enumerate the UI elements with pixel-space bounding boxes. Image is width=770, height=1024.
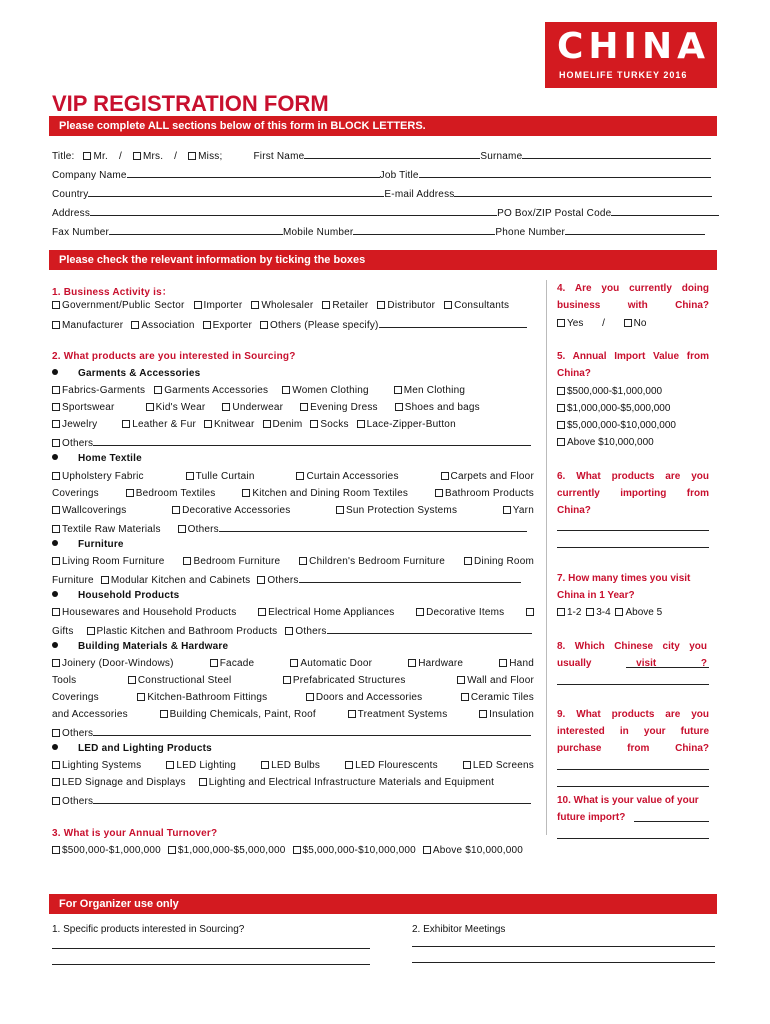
checkbox[interactable]: [52, 729, 60, 737]
checkbox[interactable]: [624, 319, 632, 327]
opt-sun-protection[interactable]: Sun Protection Systems: [336, 505, 457, 516]
building-row1: [52, 658, 534, 669]
opt-carpets[interactable]: Carpets and Floor: [441, 471, 534, 482]
checkbox[interactable]: [52, 321, 60, 329]
checkbox[interactable]: [154, 386, 162, 394]
opt-wallcoverings[interactable]: Wallcoverings: [52, 505, 126, 516]
furniture-heading: Furniture: [52, 539, 124, 550]
checkbox[interactable]: [172, 506, 180, 514]
q10-line[interactable]: [557, 829, 709, 839]
opt-denim[interactable]: Denim: [263, 419, 303, 430]
opt-leather[interactable]: Leather & Fur: [122, 419, 196, 430]
textile-row3: [52, 505, 534, 516]
opt-doors[interactable]: Doors and Accessories: [306, 692, 422, 703]
logo-text: CHINA: [557, 26, 710, 67]
mrs-option[interactable]: Mrs.: [133, 151, 163, 162]
opt-jewelry[interactable]: Jewelry: [52, 419, 97, 430]
logo-subtext: HOMELIFE TURKEY 2016: [559, 70, 688, 80]
textile-row4: [52, 522, 527, 535]
checkbox[interactable]: [416, 608, 424, 616]
q5-opt3[interactable]: $5,000,000-$10,000,000: [557, 420, 676, 431]
checkbox[interactable]: [306, 693, 314, 701]
checkbox[interactable]: [87, 627, 95, 635]
building-others: [52, 726, 531, 739]
garments-others-field[interactable]: [93, 436, 531, 446]
opt-led-bulbs[interactable]: LED Bulbs: [261, 760, 320, 771]
checkbox[interactable]: [52, 506, 60, 514]
q1-row1: [52, 300, 509, 311]
bullet-icon: [52, 642, 58, 648]
organizer-right-line-2[interactable]: [412, 962, 715, 963]
checkbox[interactable]: [293, 846, 301, 854]
checkbox[interactable]: [137, 693, 145, 701]
q7-options: [557, 607, 662, 618]
opt-men[interactable]: Men Clothing: [394, 385, 465, 396]
opt-kitchen-textiles[interactable]: Kitchen and Dining Room Textiles: [242, 488, 408, 499]
checkbox[interactable]: [52, 778, 60, 786]
lighting-heading: LED and Lighting Products: [52, 743, 212, 754]
logo: [545, 22, 717, 88]
opt-shoes[interactable]: Shoes and bags: [395, 402, 480, 413]
opt-insulation[interactable]: Insulation: [479, 709, 534, 720]
q4-label: 4. Are you currently doing business with China?: [557, 283, 709, 311]
opt-plastic-kitchen[interactable]: Plastic Kitchen and Bathroom Products: [87, 626, 278, 637]
q8-line[interactable]: [557, 675, 709, 685]
organizer-left-line-1[interactable]: [52, 948, 370, 949]
opt-building-others[interactable]: Others: [52, 728, 93, 739]
check-instruction-bar: Please check the relevant information by ticking the boxes: [49, 250, 717, 270]
textile-others-field[interactable]: [219, 522, 527, 532]
household-heading: Household Products: [52, 590, 179, 601]
lighting-others-field[interactable]: [93, 794, 531, 804]
opt-lace[interactable]: Lace-Zipper-Button: [357, 419, 456, 430]
mr-option[interactable]: Mr.: [83, 151, 108, 162]
opt-textile-others[interactable]: Others: [178, 524, 219, 535]
checkbox[interactable]: [461, 693, 469, 701]
checkbox[interactable]: [457, 676, 465, 684]
country-row: [52, 187, 712, 200]
checkbox[interactable]: [345, 761, 353, 769]
company-row: [52, 168, 711, 181]
checkbox[interactable]: [395, 403, 403, 411]
opt-consultants[interactable]: Consultants: [444, 300, 509, 311]
mr-checkbox[interactable]: [83, 152, 91, 160]
checkbox[interactable]: [52, 439, 60, 447]
opt-women[interactable]: Women Clothing: [282, 385, 369, 396]
checkbox[interactable]: [242, 489, 250, 497]
checkbox[interactable]: [204, 420, 212, 428]
q3-options: [52, 845, 523, 856]
checkbox[interactable]: [285, 627, 293, 635]
opt-electrical-appliances[interactable]: Electrical Home Appliances: [258, 607, 394, 618]
job-title-label: Job Title: [379, 170, 419, 181]
checkbox[interactable]: [435, 489, 443, 497]
opt-living-room[interactable]: Living Room Furniture: [52, 556, 165, 567]
checkbox[interactable]: [210, 659, 218, 667]
opt-treatment[interactable]: Treatment Systems: [348, 709, 448, 720]
checkbox[interactable]: [463, 761, 471, 769]
opt-visit-1[interactable]: 1-2: [557, 607, 581, 618]
phone-label: Phone Number: [495, 227, 566, 238]
opt-curtain-acc[interactable]: Curtain Accessories: [296, 471, 398, 482]
fax-label: Fax Number: [52, 227, 110, 238]
opt-furniture-others[interactable]: Others: [257, 575, 298, 586]
checkbox[interactable]: [283, 676, 291, 684]
q10-label: 10. What is your value of your future import?: [557, 795, 699, 823]
q5-label: 5. Annual Import Value from China?: [557, 351, 709, 379]
opt-upholstery[interactable]: Upholstery Fabric: [52, 471, 144, 482]
phone-row: [52, 225, 705, 238]
household-others-field[interactable]: [327, 624, 532, 634]
company-label: Company Name: [52, 170, 127, 181]
checkbox[interactable]: [160, 710, 168, 718]
title-label: Title:: [52, 151, 75, 162]
opt-sportswear[interactable]: Sportswear: [52, 402, 115, 413]
checkbox[interactable]: [128, 676, 136, 684]
building-row2: Tools Constructional Steel Prefabricated Structures Wall and Floor: [52, 675, 534, 686]
building-row3: Coverings Kitchen-Bathroom Fittings Doors and Accessories Ceramic Tiles: [52, 692, 534, 703]
opt-distributor[interactable]: Distributor: [377, 300, 435, 311]
miss-option[interactable]: Miss;: [188, 151, 222, 162]
checkbox[interactable]: [557, 387, 565, 395]
building-others-field[interactable]: [93, 726, 531, 736]
opt-bedroom-furniture[interactable]: Bedroom Furniture: [183, 556, 280, 567]
opt-kitchen-bath[interactable]: Kitchen-Bathroom Fittings: [137, 692, 267, 703]
opt-lighting-infra[interactable]: Lighting and Electrical Infrastructure Materials and Equipment: [199, 777, 494, 788]
opt-wall-floor[interactable]: Wall and Floor: [457, 675, 534, 686]
q5-opt1[interactable]: $500,000-$1,000,000: [557, 386, 662, 397]
garments-heading: Garments & Accessories: [52, 368, 200, 379]
job-title-field[interactable]: [419, 168, 711, 178]
checkbox[interactable]: [52, 557, 60, 565]
checkbox[interactable]: [52, 525, 60, 533]
checkbox[interactable]: [222, 403, 230, 411]
checkbox[interactable]: [178, 525, 186, 533]
page-title: VIP REGISTRATION FORM: [52, 91, 329, 116]
household-row2: Gifts Plastic Kitchen and Bathroom Products Others: [52, 624, 532, 637]
checkbox[interactable]: [101, 576, 109, 584]
opt-prefabricated[interactable]: Prefabricated Structures: [283, 675, 406, 686]
checkbox[interactable]: [557, 319, 565, 327]
column-divider: [546, 280, 547, 835]
opt-importer[interactable]: Importer: [194, 300, 243, 311]
textile-row1: [52, 471, 534, 482]
opt-textile-raw[interactable]: Textile Raw Materials: [52, 524, 161, 535]
opt-socks[interactable]: Socks: [310, 419, 348, 430]
mobile-label: Mobile Number: [283, 227, 354, 238]
opt-decorative-items[interactable]: Decorative Items: [416, 607, 504, 618]
bullet-icon: [52, 540, 58, 546]
checkbox[interactable]: [557, 608, 565, 616]
opt-decorative-acc[interactable]: Decorative Accessories: [172, 505, 290, 516]
checkbox[interactable]: [464, 557, 472, 565]
checkbox[interactable]: [441, 472, 449, 480]
opt-garments-acc[interactable]: Garments Accessories: [154, 385, 268, 396]
building-row4: and Accessories Building Chemicals, Paint, Roof Treatment Systems Insulation: [52, 709, 534, 720]
checkbox[interactable]: [52, 420, 60, 428]
first-name-label: First Name: [253, 151, 305, 162]
opt-visit-2[interactable]: 3-4: [586, 607, 610, 618]
checkbox[interactable]: [122, 420, 130, 428]
garments-row1: [52, 385, 465, 396]
country-field[interactable]: [88, 187, 384, 197]
opt-ceramic[interactable]: Ceramic Tiles: [461, 692, 534, 703]
opt-housewares[interactable]: Housewares and Household Products: [52, 607, 236, 618]
bullet-icon: [52, 744, 58, 750]
checkbox[interactable]: [52, 608, 60, 616]
checkbox[interactable]: [52, 659, 60, 667]
surname-field[interactable]: [522, 149, 711, 159]
opt-turnover-3[interactable]: $5,000,000-$10,000,000: [293, 845, 416, 856]
miss-checkbox[interactable]: [188, 152, 196, 160]
checkbox[interactable]: [131, 321, 139, 329]
opt-association[interactable]: Association: [131, 320, 194, 331]
address-row: [52, 206, 719, 219]
checkbox[interactable]: [282, 386, 290, 394]
organizer-bar: For Organizer use only: [49, 894, 717, 914]
opt-yarn[interactable]: Yarn: [503, 505, 534, 516]
checkbox[interactable]: [168, 846, 176, 854]
checkbox[interactable]: [394, 386, 402, 394]
checkbox[interactable]: [499, 659, 507, 667]
organizer-right-line-1[interactable]: [412, 946, 715, 947]
garments-row3: [52, 419, 456, 430]
checkbox[interactable]: [423, 846, 431, 854]
opt-led-screens[interactable]: LED Screens: [463, 760, 534, 771]
checkbox[interactable]: [557, 421, 565, 429]
building-heading: Building Materials & Hardware: [52, 641, 228, 652]
q6-label: 6. What products are you currently importing from China?: [557, 471, 709, 516]
opt-government[interactable]: Government/Public Sector: [52, 300, 185, 311]
mrs-checkbox[interactable]: [133, 152, 141, 160]
bullet-icon: [52, 454, 58, 460]
checkbox[interactable]: [310, 420, 318, 428]
checkbox[interactable]: [52, 761, 60, 769]
checkbox[interactable]: [300, 403, 308, 411]
opt-hardware[interactable]: Hardware: [408, 658, 463, 669]
q5-opt2[interactable]: $1,000,000-$5,000,000: [557, 403, 670, 414]
checkbox[interactable]: [336, 506, 344, 514]
checkbox[interactable]: [503, 506, 511, 514]
checkbox[interactable]: [479, 710, 487, 718]
organizer-left-line-2[interactable]: [52, 964, 370, 965]
lighting-row1: [52, 760, 534, 771]
opt-tulle[interactable]: Tulle Curtain: [186, 471, 255, 482]
organizer-right-label: 2. Exhibitor Meetings: [412, 924, 506, 935]
opt-knitwear[interactable]: Knitwear: [204, 419, 255, 430]
opt-garments-others[interactable]: Others: [52, 438, 93, 449]
q10-inline-line[interactable]: [634, 812, 709, 822]
opt-exporter[interactable]: Exporter: [203, 320, 252, 331]
checkbox[interactable]: [296, 472, 304, 480]
q3-label: 3. What is your Annual Turnover?: [52, 828, 218, 839]
q1-row2: [52, 318, 527, 331]
opt-joinery[interactable]: Joinery (Door-Windows): [52, 658, 174, 669]
lighting-row2: [52, 777, 494, 788]
phone-field[interactable]: [565, 225, 705, 235]
checkbox[interactable]: [260, 321, 268, 329]
checkbox[interactable]: [258, 608, 266, 616]
q9-label: 9. What products are you interested in your future purchase from China?: [557, 709, 709, 754]
opt-hand-tools[interactable]: Hand: [499, 658, 534, 669]
checkbox[interactable]: [557, 438, 565, 446]
opt-children-bedroom[interactable]: Children's Bedroom Furniture: [299, 556, 445, 567]
checkbox[interactable]: [444, 301, 452, 309]
opt-automatic-door[interactable]: Automatic Door: [290, 658, 372, 669]
checkbox[interactable]: [199, 778, 207, 786]
checkbox[interactable]: [126, 489, 134, 497]
opt-wholesaler[interactable]: Wholesaler: [251, 300, 313, 311]
opt-steel[interactable]: Constructional Steel: [128, 675, 232, 686]
checkbox[interactable]: [186, 472, 194, 480]
opt-led-lighting[interactable]: LED Lighting: [166, 760, 236, 771]
checkbox[interactable]: [52, 846, 60, 854]
opt-no[interactable]: No: [624, 318, 647, 329]
q5-opt4[interactable]: Above $10,000,000: [557, 437, 654, 448]
first-name-field[interactable]: [304, 149, 480, 159]
checkbox[interactable]: [261, 761, 269, 769]
checkbox[interactable]: [348, 710, 356, 718]
checkbox[interactable]: [52, 301, 60, 309]
opt-lighting-systems[interactable]: Lighting Systems: [52, 760, 141, 771]
household-row1: [52, 607, 534, 618]
checkbox[interactable]: [52, 386, 60, 394]
checkbox[interactable]: [526, 608, 534, 616]
opt-household-others[interactable]: Others: [285, 626, 326, 637]
opt-turnover-2[interactable]: $1,000,000-$5,000,000: [168, 845, 286, 856]
opt-evening[interactable]: Evening Dress: [300, 402, 378, 413]
q8-inline-line[interactable]: [626, 658, 709, 668]
country-label: Country: [52, 189, 89, 200]
instruction-bar: Please complete ALL sections below of this form in BLOCK LETTERS.: [49, 116, 717, 136]
checkbox[interactable]: [322, 301, 330, 309]
pobox-label: PO Box/ZIP Postal Code: [497, 208, 612, 219]
opt-chemicals[interactable]: Building Chemicals, Paint, Roof: [160, 709, 316, 720]
checkbox[interactable]: [557, 404, 565, 412]
textile-heading: Home Textile: [52, 453, 142, 464]
opt-others-specify[interactable]: Others (Please specify): [260, 320, 379, 331]
checkbox[interactable]: [52, 403, 60, 411]
bullet-icon: [52, 591, 58, 597]
checkbox[interactable]: [251, 301, 259, 309]
checkbox[interactable]: [290, 659, 298, 667]
checkbox[interactable]: [377, 301, 385, 309]
opt-lighting-others[interactable]: Others: [52, 796, 93, 807]
opt-turnover-1[interactable]: $500,000-$1,000,000: [52, 845, 161, 856]
q1-label: 1. Business Activity is：: [52, 287, 173, 298]
checkbox[interactable]: [194, 301, 202, 309]
email-label: E-mail Address: [384, 189, 455, 200]
checkbox[interactable]: [263, 420, 271, 428]
pobox-field[interactable]: [611, 206, 719, 216]
garments-row2: [52, 402, 480, 413]
opt-retailer[interactable]: Retailer: [322, 300, 368, 311]
opt-bathroom-products[interactable]: Bathroom Products: [435, 488, 534, 499]
opt-visit-3[interactable]: Above 5: [615, 607, 662, 618]
opt-bedroom-textiles[interactable]: Bedroom Textiles: [126, 488, 216, 499]
furniture-row1: [52, 556, 534, 567]
checkbox[interactable]: [146, 403, 154, 411]
q6-line-1[interactable]: [557, 521, 709, 531]
textile-row2: Coverings Bedroom Textiles Kitchen and Dining Room Textiles Bathroom Products: [52, 488, 534, 499]
opt-kids[interactable]: Kid's Wear: [146, 402, 206, 413]
checkbox[interactable]: [52, 472, 60, 480]
checkbox[interactable]: [586, 608, 594, 616]
organizer-left-label: 1. Specific products interested in Sourcing?: [52, 924, 245, 935]
q2-label: 2. What products are you interested in Sourcing?: [52, 351, 296, 362]
opt-fabrics[interactable]: Fabrics-Garments: [52, 385, 145, 396]
checkbox[interactable]: [166, 761, 174, 769]
opt-turnover-4[interactable]: Above $10,000,000: [423, 845, 523, 856]
checkbox[interactable]: [52, 797, 60, 805]
bullet-icon: [52, 369, 58, 375]
q8-label: 8. Which Chinese city you usually visit ?: [557, 641, 707, 669]
lighting-others: [52, 794, 531, 807]
checkbox[interactable]: [408, 659, 416, 667]
checkbox[interactable]: [299, 557, 307, 565]
q4-options: Yes / No: [557, 318, 646, 329]
opt-yes[interactable]: Yes: [557, 318, 583, 329]
surname-label: Surname: [480, 151, 523, 162]
others-specify-field[interactable]: [379, 318, 527, 328]
checkbox[interactable]: [203, 321, 211, 329]
checkbox[interactable]: [615, 608, 623, 616]
email-field[interactable]: [454, 187, 712, 197]
furniture-row2: Furniture Modular Kitchen and Cabinets Others: [52, 573, 521, 586]
q7-label: 7. How many times you visit China in 1 Year?: [557, 573, 691, 601]
company-field[interactable]: [127, 168, 380, 178]
title-row: Title: Mr. / Mrs. / Miss; First Name Surname: [52, 149, 711, 162]
opt-modular-kitchen[interactable]: Modular Kitchen and Cabinets: [101, 575, 251, 586]
opt-dining-room[interactable]: Dining Room: [464, 556, 534, 567]
opt-led-signage[interactable]: LED Signage and Displays: [52, 777, 186, 788]
opt-manufacturer[interactable]: Manufacturer: [52, 320, 123, 331]
checkbox[interactable]: [183, 557, 191, 565]
fax-field[interactable]: [109, 225, 283, 235]
q6-line-2[interactable]: [557, 538, 709, 548]
mobile-field[interactable]: [353, 225, 495, 235]
opt-gifts-cb[interactable]: [526, 607, 534, 618]
address-field[interactable]: [90, 206, 497, 216]
checkbox[interactable]: [357, 420, 365, 428]
garments-others: [52, 436, 531, 449]
checkbox[interactable]: [257, 576, 265, 584]
q9-line-2[interactable]: [557, 777, 709, 787]
opt-facade[interactable]: Facade: [210, 658, 255, 669]
furniture-others-field[interactable]: [299, 573, 521, 583]
q9-line-1[interactable]: [557, 760, 709, 770]
address-label: Address: [52, 208, 91, 219]
opt-led-flourescents[interactable]: LED Flourescents: [345, 760, 438, 771]
opt-underwear[interactable]: Underwear: [222, 402, 283, 413]
